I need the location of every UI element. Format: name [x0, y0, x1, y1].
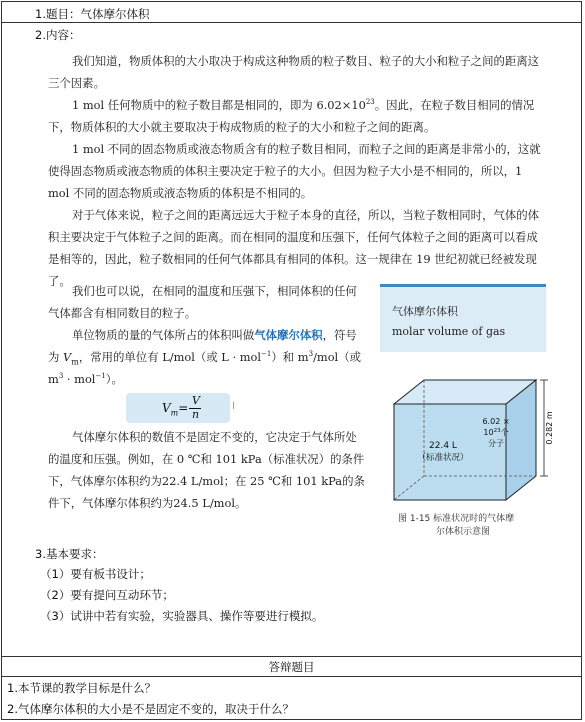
formula-lhs — [162, 401, 189, 418]
symbol-subscript: m — [71, 357, 79, 367]
paragraph-4: 对于气体来说，粒子之间的距离远远大于粒子本身的直径，所以，当粒子数相同时，气体的体积主要决定于气体粒子之间的距离。而在相同的温度和压强下，任何气体粒子之间的距离可以看成是相等的，因此，粒子数相同的任何气体都具有相同的体积。这一规律在 19 世纪初就已经被发现了。 — [48, 208, 540, 288]
molecule-count-line-1: 6.02 × — [482, 417, 510, 426]
paragraph-3: 1 mol 不同的固态物质或液态物质含有的粒子数目相同，而粒子之间的距离是非常小的，这就使得固态物质或液态物质的体积主要决定于粒子的大小。但因为粒子大小是不相同的，所以，1 mol 不同的固态物质或液态物质的体积是不相同的。 — [48, 142, 541, 200]
formula-equals: = — [178, 401, 189, 415]
term-box — [380, 284, 546, 352]
topic-divider — [1, 22, 582, 23]
formula-denominator: n — [192, 408, 200, 421]
topic-label: 1.题目：气体摩尔体积 — [35, 7, 150, 21]
paragraph-6 — [48, 324, 368, 390]
paragraph-6-text-e: /mol（或m — [48, 350, 361, 386]
cube-illustration — [376, 370, 556, 510]
symbol-v: V — [63, 350, 72, 364]
molecule-count-base: 10 — [483, 428, 494, 437]
molecule-count-line-3: 分子 — [488, 439, 504, 448]
avogadro-exponent: 23 — [365, 98, 375, 107]
paragraph-2-text-a: 1 mol 任何物质中的粒子数目都是相同的，即为 6.02×10 — [72, 98, 366, 112]
defense-title: 答辩题目 — [268, 660, 315, 674]
defense-divider-bottom — [1, 676, 582, 677]
unit-exponent-1: −1 — [261, 350, 272, 359]
condition-label: （标准状况） — [417, 453, 469, 463]
edge-length-label: 0.282 m — [545, 411, 554, 445]
defense-divider-top — [1, 656, 582, 657]
molecule-count-suffix: 个 — [500, 428, 509, 437]
paragraph-6-text-b: ，符号为 — [48, 328, 357, 364]
paragraph-5: 我们也可以说，在相同的温度和压强下，相同体积的任何气体都含有相同数目的粒子。 — [48, 284, 357, 320]
figure-caption-line-2: 尔体积示意图 — [436, 527, 491, 537]
paragraph-2-text-b: 。因此，在粒子数目相同的情况下，物质体积的大小就主要取决于构成物质的粒子的大小和粒子之间的距离。 — [48, 98, 535, 134]
volume-label: 22.4 L — [429, 441, 457, 451]
unit-exponent-2: 3 — [308, 350, 314, 359]
formula-box — [126, 393, 235, 423]
paragraph-2 — [48, 94, 546, 138]
highlight-term: 气体摩尔体积 — [254, 328, 323, 342]
term-english: molar volume of gas — [392, 325, 506, 338]
defense-question: 1.本节课的教学目标是什么？ — [7, 681, 156, 695]
paragraph-1: 我们知道，物质体积的大小取决于构成这种物质的粒子数目、粒子的大小和粒子之间的距离这三个因素。 — [48, 54, 540, 90]
paragraph-6-text-g: ）。 — [105, 372, 123, 386]
unit-exponent-4: −1 — [95, 372, 106, 381]
molecule-count-exponent: 23 — [493, 428, 501, 434]
defense-question: 2.气体摩尔体积的大小是不是固定不变的，取决于什么？ — [7, 702, 294, 716]
content-label: 2.内容： — [35, 28, 81, 42]
paragraph-6-text-f: · mol — [63, 372, 96, 386]
cursor-mark-icon: ǀ — [232, 401, 235, 412]
paragraph-7: 气体摩尔体积的数值不是固定不变的，它决定于气体所处的温度和压强。例如，在 0 ℃和 101 kPa（标准状况）的条件下，气体摩尔体积约为22.4 L/mol；在 25 ℃和 101 kPa的条件下，气体摩尔体积约为24.5 L/mol。 — [48, 430, 365, 510]
paragraph-6-text-a: 单位物质的量的气体所占的体积叫做 — [72, 328, 255, 342]
requirement-item: （3）试讲中若有实验，实验器具、操作等要进行模拟。 — [40, 609, 324, 623]
term-chinese: 气体摩尔体积 — [392, 305, 458, 318]
paragraph-6-text-c: ，常用的单位有 L/mol（或 L · mol — [78, 350, 262, 364]
unit-exponent-3: 3 — [58, 372, 64, 381]
requirement-item: （2）要有提问互动环节； — [40, 588, 174, 602]
formula-lhs-subscript: m — [170, 408, 179, 418]
paragraph-6-text-d: ）和 m — [271, 350, 309, 364]
figure-caption-line-1: 图 1-15 标准状况时的气体摩 — [398, 514, 515, 524]
requirement-item: （1）要有板书设计； — [40, 567, 151, 581]
formula-lhs-symbol: V — [162, 401, 171, 415]
requirements-label: 3.基本要求： — [35, 547, 104, 561]
formula-numerator: V — [192, 394, 200, 407]
